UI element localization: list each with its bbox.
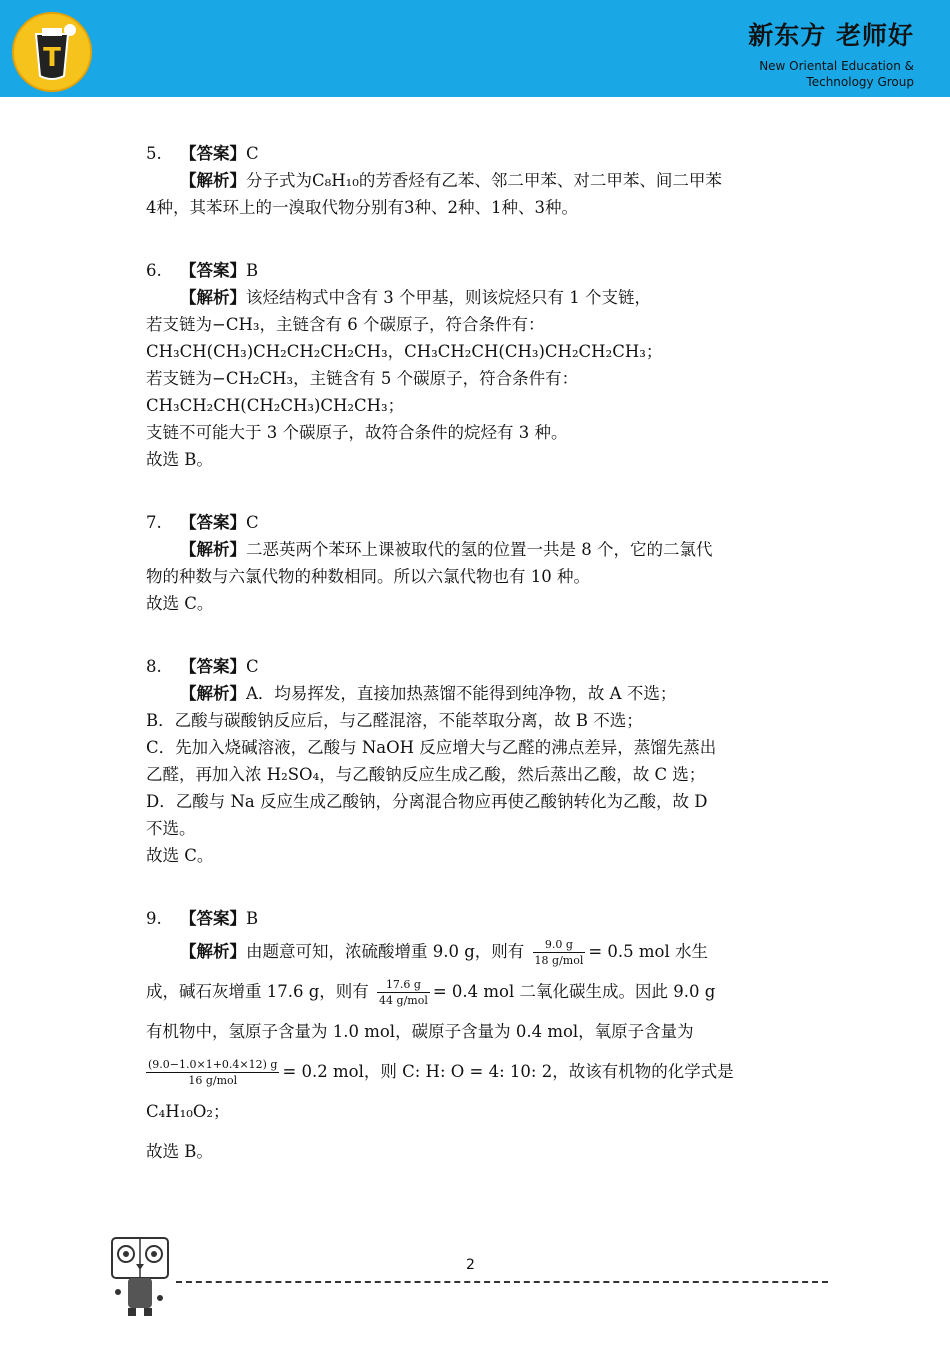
- analysis-text: 二恶英两个苯环上课被取代的氢的位置一共是 8 个，它的二氯代: [246, 540, 713, 559]
- analysis-text: = 0.2 mol，则 C: H: O = 4: 10: 2，故该有机物的化学式是: [282, 1062, 734, 1081]
- formula-line: CH₃CH₂CH(CH₂CH₃)CH₂CH₃；: [146, 396, 405, 415]
- analysis-text: 若支链为−CH₂CH₃，主链含有 5 个碳原子，符合条件有：: [146, 369, 579, 388]
- question-number: 8.: [146, 657, 162, 676]
- analysis-text: 分子式为C₈H₁₀的芳香烃有乙苯、邻二甲苯、对二甲苯、间二甲苯: [246, 171, 722, 190]
- analysis-tag: 【解析】: [180, 171, 246, 190]
- analysis-text: D．乙酸与 Na 反应生成乙酸钠，分离混合物应再使乙酸钠转化为乙酸，故 D: [146, 792, 708, 811]
- analysis-text: 若支链为−CH₃，主链含有 6 个碳原子，符合条件有：: [146, 315, 545, 334]
- answer-tag: 【答案】: [180, 261, 246, 280]
- question-6: [146, 257, 806, 473]
- question-7: [146, 509, 806, 617]
- analysis-text: 4种，其苯环上的一溴取代物分别有3种、2种、1种、3种。: [146, 198, 578, 217]
- answer-value: B: [246, 909, 259, 928]
- fraction-water: [533, 937, 586, 968]
- analysis-text: C．先加入烧碱溶液，乙酸与 NaOH 反应增大与乙醛的沸点差异，蒸馏先蒸出: [146, 738, 717, 757]
- conclusion-text: 故选 C。: [146, 846, 214, 865]
- brand-block: [748, 16, 914, 90]
- analysis-text: 成，碱石灰增重 17.6 g，则有: [146, 982, 369, 1001]
- analysis-text: B．乙酸与碳酸钠反应后，与乙醛混溶，不能萃取分离，故 B 不选；: [146, 711, 643, 730]
- analysis-text: 支链不可能大于 3 个碳原子，故符合条件的烷烃有 3 种。: [146, 423, 568, 442]
- page-number: 2: [466, 1257, 475, 1273]
- analysis-text: 由题意可知，浓硫酸增重 9.0 g，则有: [246, 942, 525, 961]
- fraction-denominator: 18 g/mol: [534, 954, 584, 967]
- answer-value: B: [246, 261, 259, 280]
- question-number: 5.: [146, 144, 162, 163]
- analysis-text: 物的种数与六氯代物的种数相同。所以六氯代物也有 10 种。: [146, 567, 590, 586]
- brand-title: 新东方 老师好: [748, 21, 914, 50]
- answer-tag: 【答案】: [180, 657, 246, 676]
- analysis-text: 有机物中，氢原子含量为 1.0 mol，碳原子含量为 0.4 mol，氧原子含量为: [146, 1022, 694, 1041]
- fraction-denominator: 44 g/mol: [379, 994, 428, 1007]
- footer-divider: [176, 1281, 828, 1283]
- analysis-tag: 【解析】: [180, 540, 246, 559]
- formula-line: C₄H₁₀O₂；: [146, 1102, 230, 1121]
- question-8: [146, 653, 806, 869]
- conclusion-text: 故选 B。: [146, 450, 213, 469]
- analysis-tag: 【解析】: [180, 684, 246, 703]
- answer-tag: 【答案】: [180, 144, 246, 163]
- analysis-text: = 0.4 mol 二氧化碳生成。因此 9.0 g: [432, 982, 716, 1001]
- analysis-text: 乙醛，再加入浓 H₂SO₄，与乙酸钠反应生成乙酸，然后蒸出乙酸，故 C 选；: [146, 765, 706, 784]
- fraction-denominator: 16 g/mol: [188, 1074, 238, 1087]
- analysis-tag: 【解析】: [180, 288, 246, 307]
- page-header: [0, 0, 950, 97]
- fraction-co2: [377, 977, 430, 1008]
- question-9: [146, 905, 806, 1172]
- analysis-tag: 【解析】: [180, 942, 246, 961]
- conclusion-text: 故选 B。: [146, 1142, 213, 1161]
- brand-logo: [12, 12, 92, 92]
- question-number: 9.: [146, 909, 162, 928]
- fraction-oxygen: [146, 1057, 279, 1088]
- question-number: 6.: [146, 261, 162, 280]
- analysis-text: A．均易挥发，直接加热蒸馏不能得到纯净物，故 A 不选；: [246, 684, 677, 703]
- document-body: [146, 140, 806, 1208]
- analysis-text: 该烃结构式中含有 3 个甲基，则该烷烃只有 1 个支链，: [246, 288, 651, 307]
- analysis-text: = 0.5 mol 水生: [588, 942, 709, 961]
- question-5: [146, 140, 806, 221]
- brand-subtitle-line2: Technology Group: [806, 75, 914, 89]
- answer-tag: 【答案】: [180, 513, 246, 532]
- fraction-numerator: (9.0−1.0×1+0.4×12) g: [148, 1058, 278, 1071]
- question-number: 7.: [146, 513, 162, 532]
- formula-line: CH₃CH(CH₃)CH₂CH₂CH₂CH₃，CH₃CH₂CH(CH₃)CH₂CH₂CH₃；: [146, 342, 663, 361]
- answer-value: C: [246, 144, 259, 163]
- svg-text:T: T: [43, 43, 61, 73]
- owl-mascot-icon: [106, 1234, 174, 1318]
- answer-tag: 【答案】: [180, 909, 246, 928]
- fraction-numerator: 17.6 g: [377, 977, 430, 993]
- answer-value: C: [246, 657, 259, 676]
- analysis-text: 不选。: [146, 819, 196, 838]
- brand-subtitle-line1: New Oriental Education &: [759, 59, 914, 73]
- answer-value: C: [246, 513, 259, 532]
- fraction-numerator: 9.0 g: [533, 937, 586, 953]
- conclusion-text: 故选 C。: [146, 594, 214, 613]
